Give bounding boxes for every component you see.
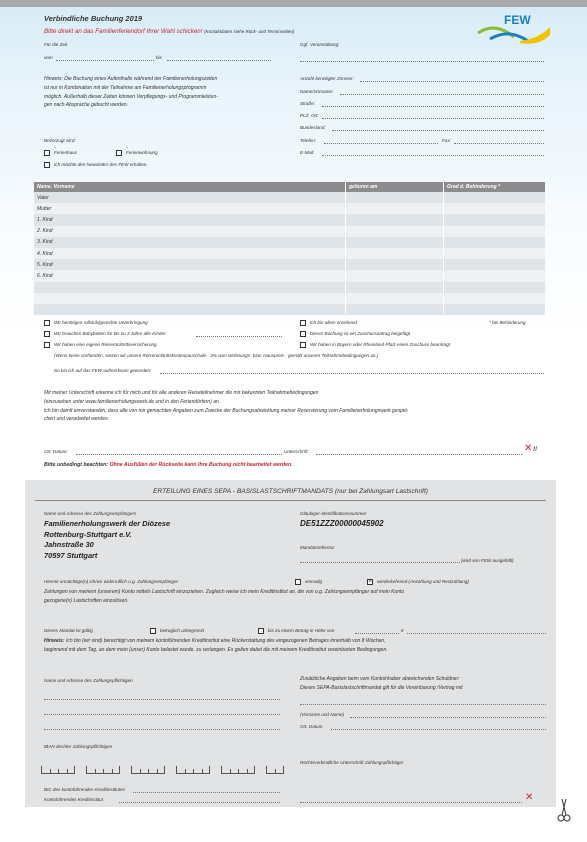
place-date-field[interactable]: [76, 454, 282, 455]
col-disability-header: Grad d. Behinderung *: [447, 184, 501, 190]
name-field[interactable]: [340, 94, 544, 95]
newsletter-label: Ich möchte den Newsletter des FEW erhalten.: [54, 162, 148, 167]
phone-field[interactable]: [324, 143, 438, 144]
table-row[interactable]: 1. Kind: [34, 214, 545, 225]
col-name-header: Name, Vorname: [37, 184, 75, 190]
phone-label: Telefon:: [300, 138, 317, 143]
sepa-divider: [35, 500, 546, 501]
to-date-field[interactable]: [167, 60, 271, 61]
creditor-id: DE51ZZZ00000045902: [300, 519, 384, 528]
city-label: PLZ, Ort:: [300, 113, 319, 118]
table-row[interactable]: Mutter: [34, 203, 545, 214]
debtor-line-1[interactable]: [44, 699, 280, 700]
table-row[interactable]: [34, 282, 545, 293]
legal-signature-label: Rechtsverbindliche Unterschrift Zahlungspflichtiger: [300, 760, 404, 765]
table-row[interactable]: 3. Kind: [34, 237, 545, 248]
bank-field[interactable]: [119, 802, 280, 803]
limit-amount-extra-field[interactable]: [407, 633, 546, 634]
subsidy-applied-label: Wir haben in Bayern oder Rheinland-Pfalz einen Zuschuss beantragt: [310, 342, 450, 347]
payee-label: Name und Adresse des Zahlungsempfängers: [44, 511, 137, 516]
rooms-label: Anzahl benötigter Zimmer:: [300, 76, 354, 81]
logo-waves-icon: [476, 13, 552, 49]
mandate-label: Mandatsreferenz: [300, 545, 335, 550]
fax-label: Fax:: [442, 138, 451, 143]
insurance-label: Wir haben eine eigene Reiserücktrittsversicherung: [54, 342, 157, 347]
aware-field[interactable]: [160, 373, 544, 374]
state-field[interactable]: [332, 130, 544, 131]
subsidy-attached-label: Dieser Buchung ist ein Zuschussantrag beigefügt: [310, 331, 411, 336]
authorization-text: Hiermit ermächtige(n) ich/wir widerruflich o.g. Zahlungsempfänger: [44, 579, 179, 584]
mandate-field[interactable]: [300, 562, 460, 563]
iban-label: IBAN des/der Zahlungspflichtigen: [44, 744, 113, 749]
once-checkbox[interactable]: [295, 579, 301, 585]
aware-label: So bin ich auf das FEW aufmerksam geworden:: [54, 368, 152, 373]
refund-note: Hinweis: Ich bin (wir sind) berechtigt von meinem kontoführenden Kreditinstitut eine Rückerstattung des eingezogenen Betrages innerhalb von 8 Wochen, beginnend mit dem Tag, an dem mein (unser) Konto belastet wurde, zu verlangen. Es gelten dabei die mit meinem Kreditinstitut vereinbarten Bedingungen.: [44, 638, 388, 653]
state-label: Bundesland:: [300, 125, 326, 130]
wheelchair-checkbox[interactable]: [44, 320, 50, 326]
from-label: vom: [44, 55, 53, 60]
house-checkbox[interactable]: [44, 150, 50, 156]
wheelchair-label: Wir benötigen rollstuhlgerechte Unterbringung: [54, 320, 148, 325]
creditor-id-label: Gläubiger-Identifikationsnummer: [300, 511, 367, 516]
hint-text: Hinweis: Die Buchung eines Aufenthalts während der Familienerholungszeiten ist nur in Kombination mit der Teilnahme am Familienerholungsprogramm möglich. Außerhalb dieser Zeiten können Verpflegungs- und Programmleistun- gen nach Absprache gebucht werden.: [44, 76, 218, 109]
apartment-label: Ferienwohnung: [126, 150, 158, 155]
mandate-note: (wird von FEW ausgefüllt): [461, 558, 514, 563]
single-parent-checkbox[interactable]: [300, 320, 306, 326]
currency-symbol: €: [401, 628, 404, 633]
insurance-checkbox[interactable]: [44, 342, 50, 348]
rooms-field[interactable]: [360, 81, 544, 82]
street-field[interactable]: [322, 106, 544, 107]
authorization-lines: Zahlungen von meinem (unserem) Konto mittels Lastschrift einzuziehen. Zugleich weise ich mein Kreditinstitut an, die von o.g. Zahlungsempfänger auf mein Konto gezogene(n) Lastschriften einzulösen.: [44, 589, 405, 604]
validity-label: Dieses Mandat ist gültig: [44, 628, 93, 633]
sepa-section: [25, 480, 556, 807]
sepa-place-date-field[interactable]: [331, 729, 546, 730]
debtor-label: Name und Adresse des Zahlungspflichtigen: [44, 678, 133, 683]
table-row[interactable]: [34, 304, 545, 315]
email-label: E-Mail:: [300, 150, 315, 155]
debtor-line-3[interactable]: [44, 729, 280, 730]
limit-label: bis zu einem Betrag in Höhe von: [268, 628, 335, 633]
limit-checkbox[interactable]: [258, 628, 264, 634]
street-label: Straße:: [300, 101, 316, 106]
table-column-divider: [345, 182, 346, 314]
table-row[interactable]: 6. Kind: [34, 270, 545, 281]
table-row[interactable]: 4. Kind: [34, 248, 545, 259]
table-row[interactable]: [34, 293, 545, 304]
place-date-label: Ort, Datum:: [44, 449, 68, 454]
debtor-line-2[interactable]: [44, 714, 280, 715]
form-subtitle: Bitte direkt an das Familienferiendorf Ihrer Wahl schicken! (Kontaktdaten siehe Rück- und Terminseiten): [44, 28, 295, 35]
participants-table-header: [34, 182, 545, 192]
name-label: Name/Vorname:: [300, 89, 334, 94]
babybed-field[interactable]: [196, 336, 282, 337]
signature-cross-icon: ✕: [524, 443, 533, 454]
scissors-icon: [557, 796, 571, 824]
once-label: einmalig: [305, 579, 323, 584]
limit-amount-field[interactable]: [355, 633, 399, 634]
subsidy-attached-checkbox[interactable]: [300, 331, 306, 337]
email-field[interactable]: [322, 155, 544, 156]
unlimited-checkbox[interactable]: [150, 628, 156, 634]
event-field[interactable]: [300, 61, 544, 62]
bic-field[interactable]: [133, 792, 280, 793]
debtor-name-field[interactable]: [350, 717, 546, 718]
sepa-title: ERTEILUNG EINES SEPA - BASISLASTSCHRIFTMANDATS (nur bei Zahlungsart Lastschrift): [153, 488, 428, 495]
payee-address: Familienerholungswerk der Diözese Rottenburg-Stuttgart e.V. Jahnstraße 30 70597 Stuttgart: [44, 519, 171, 560]
table-column-divider: [443, 182, 444, 314]
insurance-note: (Wenn keine vorhanden, setzen wir unsere Reiserücktrittskostenpauschale - 3% vom Wohnungs- bzw. Hauspreis - gemäß unseren Teilnahmebedingungen an.): [54, 353, 379, 358]
event-label: Ggf. Veranstaltung:: [300, 42, 340, 47]
alt-debtor-text: Zusätzliche Angaben beim vom Kontoinhaber abweichenden Schuldner: Dieses SEPA-Basislastschriftmandat gilt für die Vereinbarung /Vertrag mit: [300, 676, 463, 691]
consent-text: Mit meiner Unterschrift erkenne ich für mich und für alle anderen Reiseteilnehmer die mir bekannten Teilnahmebedingungen (einzusehen unter www.familienerholungswerk.de und in den Feriendörfern) an. Ich bin damit einverstanden, dass alle von mir gemachten Angaben zum Zwecke der Buchungsabwicklung meiner Reservierung vom Familienerholungswerk gespei- chert und verarbeitet werden.: [44, 390, 409, 423]
unlimited-label: betraglich unbegrenzt: [160, 628, 205, 633]
from-date-field[interactable]: [56, 60, 154, 61]
bic-label: BIC des kontoführenden Kreditinstitutes: [44, 787, 125, 792]
recurring-checkbox[interactable]: [367, 579, 373, 585]
apartment-checkbox[interactable]: [116, 150, 122, 156]
table-row[interactable]: 5. Kind: [34, 259, 545, 270]
logo-text: FEW: [504, 13, 531, 27]
few-logo: [476, 13, 552, 49]
iban-field[interactable]: [41, 766, 287, 775]
disability-footnote: * bei Behinderung: [489, 320, 526, 325]
table-row[interactable]: 2. Kind: [34, 226, 545, 237]
single-parent-label: Ich bin allein erziehend: [310, 320, 357, 325]
subsidy-applied-checkbox[interactable]: [300, 342, 306, 348]
newsletter-checkbox[interactable]: [44, 162, 50, 168]
signature-label: Unterschrift:: [284, 449, 309, 454]
top-bar: [0, 0, 587, 7]
sepa-place-date-label: Ort, Datum: [300, 724, 323, 729]
table-row[interactable]: Vater: [34, 192, 545, 203]
signature-field[interactable]: [316, 454, 522, 455]
babybed-checkbox[interactable]: [44, 331, 50, 337]
col-birth-header: geboren am: [349, 184, 378, 190]
form-title: Verbindliche Buchung 2019: [44, 14, 143, 23]
legal-signature-field[interactable]: [300, 802, 522, 803]
sepa-cross-icon: ✕: [525, 792, 534, 803]
recurring-label: wiederkehrend (Anzahlung und Restzahlung): [377, 579, 469, 584]
fax-field[interactable]: [454, 143, 544, 144]
signature-marks: !!: [533, 447, 537, 453]
babybed-label: Wir brauchen Babybetten für bis zu 3 Jahre alte Kinder:: [54, 331, 167, 336]
period-label: Für die Zeit: [44, 42, 68, 47]
bank-label: Kontoführendes Kreditinstitut: [44, 797, 103, 802]
house-label: Ferienhaus: [54, 150, 77, 155]
debtor-name-label: (Vorname und Name): [300, 712, 344, 717]
to-label: bis: [156, 55, 162, 60]
city-field[interactable]: [322, 118, 544, 119]
contract-field[interactable]: [300, 704, 546, 705]
warning-text: Bitte unbedingt beachten: Ohne Ausfüllen der Rückseite kann Ihre Buchung nicht bearbeitet werden.: [44, 462, 293, 468]
preferred-label: Bevorzugt wird:: [44, 138, 76, 143]
